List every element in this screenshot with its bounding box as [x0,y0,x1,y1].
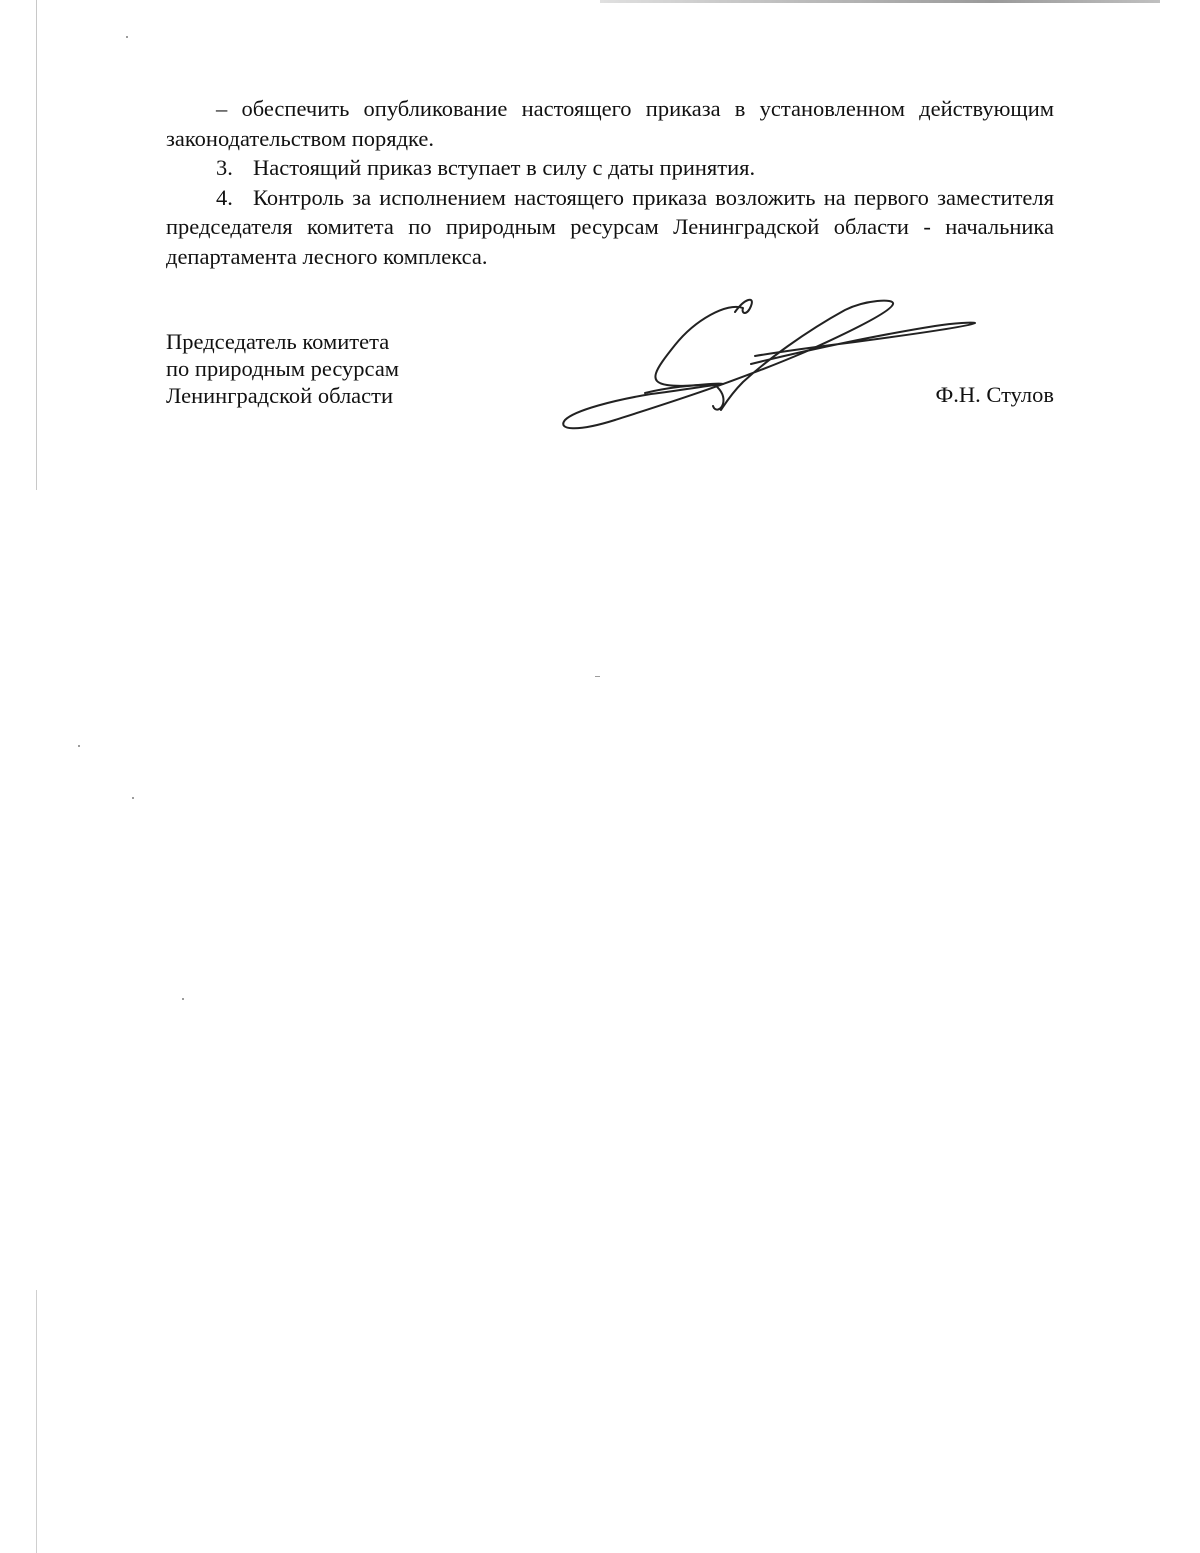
item-4-number: 4. [216,184,233,210]
scan-speck [182,998,184,1000]
scan-speck [132,797,134,799]
item-3-text: Настоящий приказ вступает в силу с даты принятия. [253,155,756,180]
scan-edge-artifact [600,0,1160,3]
scan-edge-artifact [36,0,37,490]
scan-speck [126,36,128,38]
position-line: Ленинградской области [166,383,394,408]
scan-edge-artifact [36,1290,37,1553]
item-3 [166,153,1054,183]
scan-speck [78,745,80,747]
position-line: по природным ресурсам [166,356,400,381]
handwritten-signature [555,290,985,440]
position-line: Председатель комитета [166,329,390,354]
scan-speck [595,676,600,677]
item-4-text: Контроль за исполнением настоящего приказа возложить на первого заместителя председателя комитета по природным ресурсам Ленинградской области - начальника департамента лесного комплекса. [166,184,1054,269]
signer-name: Ф.Н. Стулов [935,382,1054,407]
item-3-number: 3. [216,155,233,180]
order-text [166,94,1054,271]
signatory-position [166,328,399,409]
item-4 [166,183,1054,272]
bullet-item: – обеспечить опубликование настоящего приказа в установленном действующим законодательством порядке. [166,96,1054,151]
